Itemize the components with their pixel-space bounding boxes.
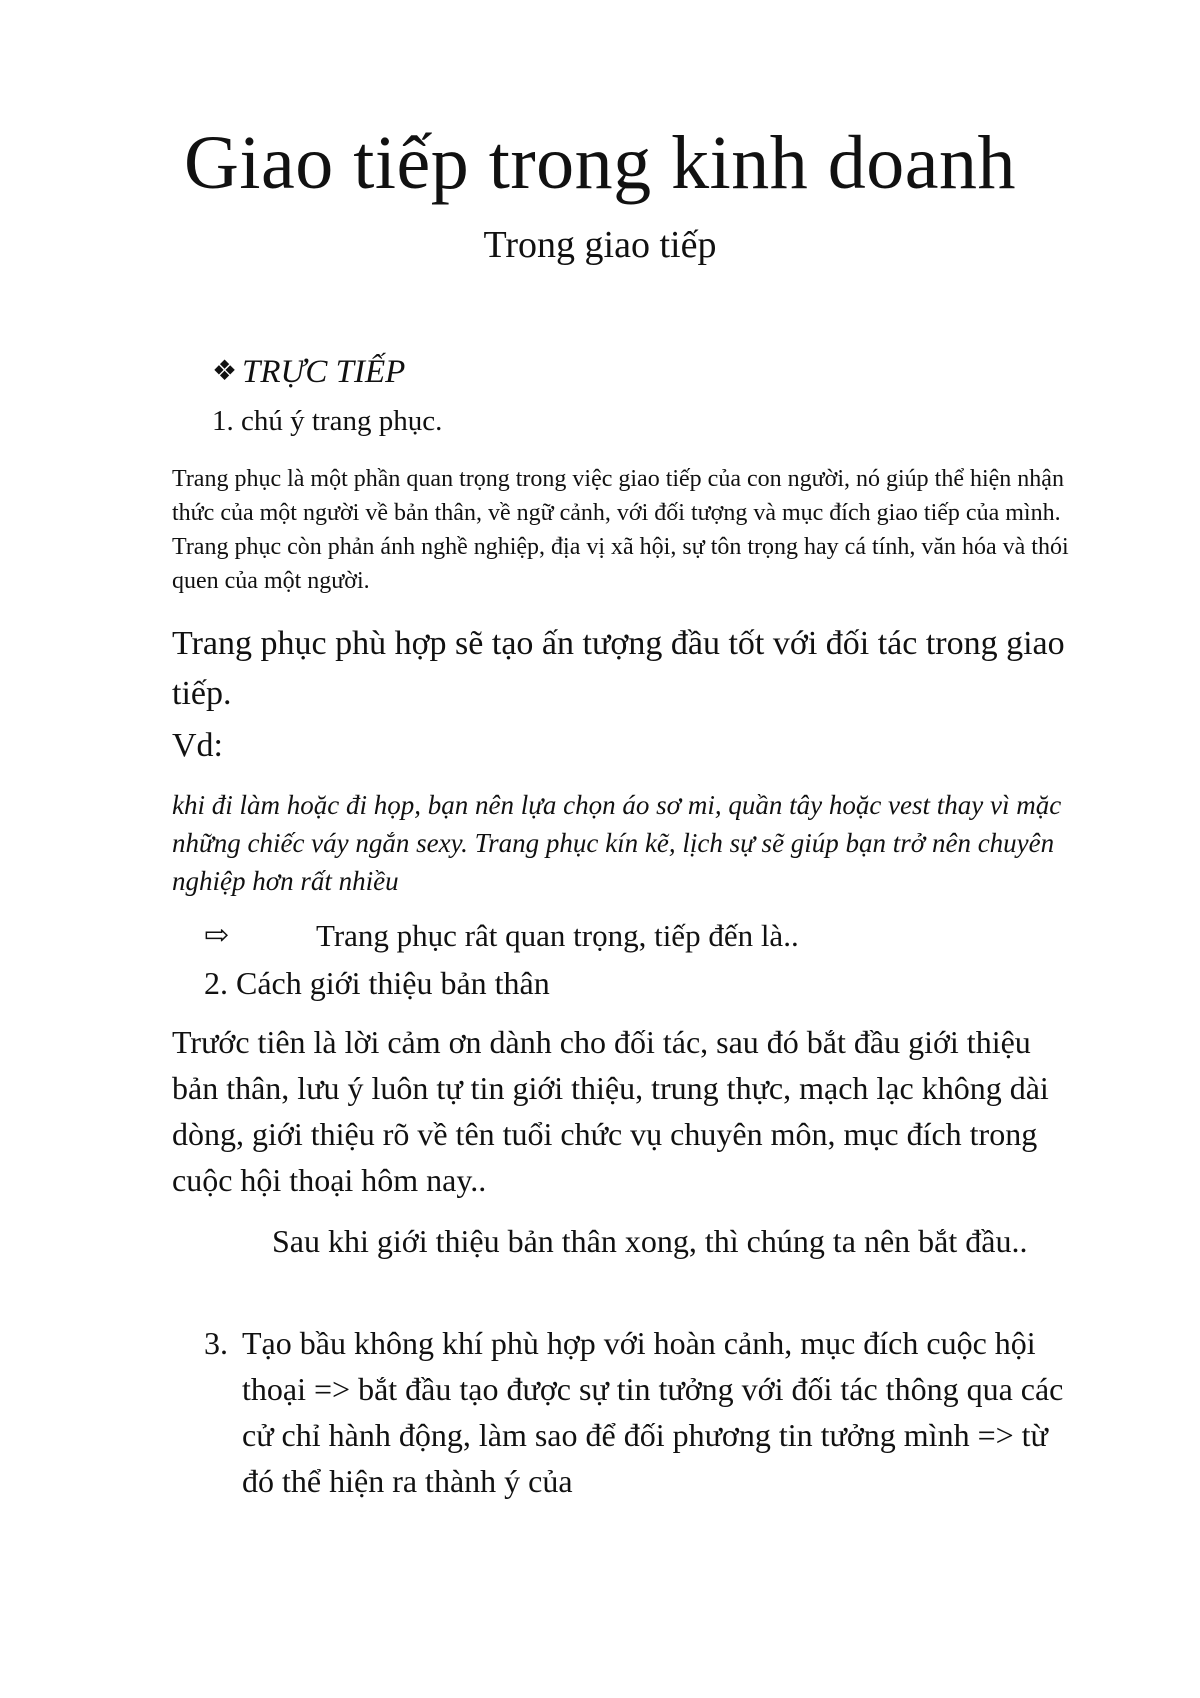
example-text: khi đi làm hoặc đi họp, bạn nên lựa chọn áo sơ mi, quần tây hoặc vest thay vì mặc những chiếc váy ngắn sexy. Trang phục kín kẽ, lịch sự sẽ giúp bạn trở nên chuyên nghiệp hơn rất nhiều [172,790,1062,896]
diamond-bullet-icon: ❖ [212,356,238,387]
document-subtitle: Trong giao tiếp [483,224,717,266]
section-heading [212,352,405,392]
document-title: Giao tiếp trong kinh doanh [184,121,1016,205]
paragraph-first-impression: Trang phục phù hợp sẽ tạo ấn tượng đầu tốt với đối tác trong giao tiếp. [172,625,1065,712]
arrow-note-text: Trang phục rât quan trọng, tiếp đến là.. [316,918,799,953]
list-item-1: 1. chú ý trang phục. [212,405,443,437]
list-item-2: 2. Cách giới thiệu bản thân [204,965,550,1001]
paragraph-after-introduction: Sau khi giới thiệu bản thân xong, thì chúng ta nên bắt đầu.. [272,1223,1028,1259]
list-item-3-text: Tạo bầu không khí phù hợp với hoàn cảnh, mục đích cuộc hội thoại => bắt đầu tạo được sự tin tưởng với đối tác thông qua các cử chỉ hành động, làm sao để đối phương tin tưởng mình => từ đó thể hiện ra thành ý của [242,1325,1064,1499]
paragraph-self-introduction: Trước tiên là lời cảm ơn dành cho đối tác, sau đó bắt đầu giới thiệu bản thân, lưu ý luôn tự tin giới thiệu, trung thực, mạch lạc không dài dòng, giới thiệu rõ về tên tuổi chức vụ chuyên môn, mục đích trong cuộc hội thoại hôm nay.. [172,1024,1049,1198]
right-arrow-icon: ⇨ [204,919,230,952]
arrow-note [204,916,799,956]
paragraph-clothing-importance: Trang phục là một phần quan trọng trong việc giao tiếp của con người, nó giúp thể hiện nhận thức của một người về bản thân, về ngữ cảnh, với đối tượng và mục đích giao tiếp của mình. Trang phục còn phản ánh nghề nghiệp, địa vị xã hội, sự tôn trọng hay cá tính, văn hóa và thói quen của một người. [172,466,1069,594]
list-item-3-number: 3. [204,1325,228,1361]
example-label: Vd: [172,727,223,764]
list-item-3 [204,1320,1064,1504]
section-heading-text: TRỰC TIẾP [242,354,406,390]
